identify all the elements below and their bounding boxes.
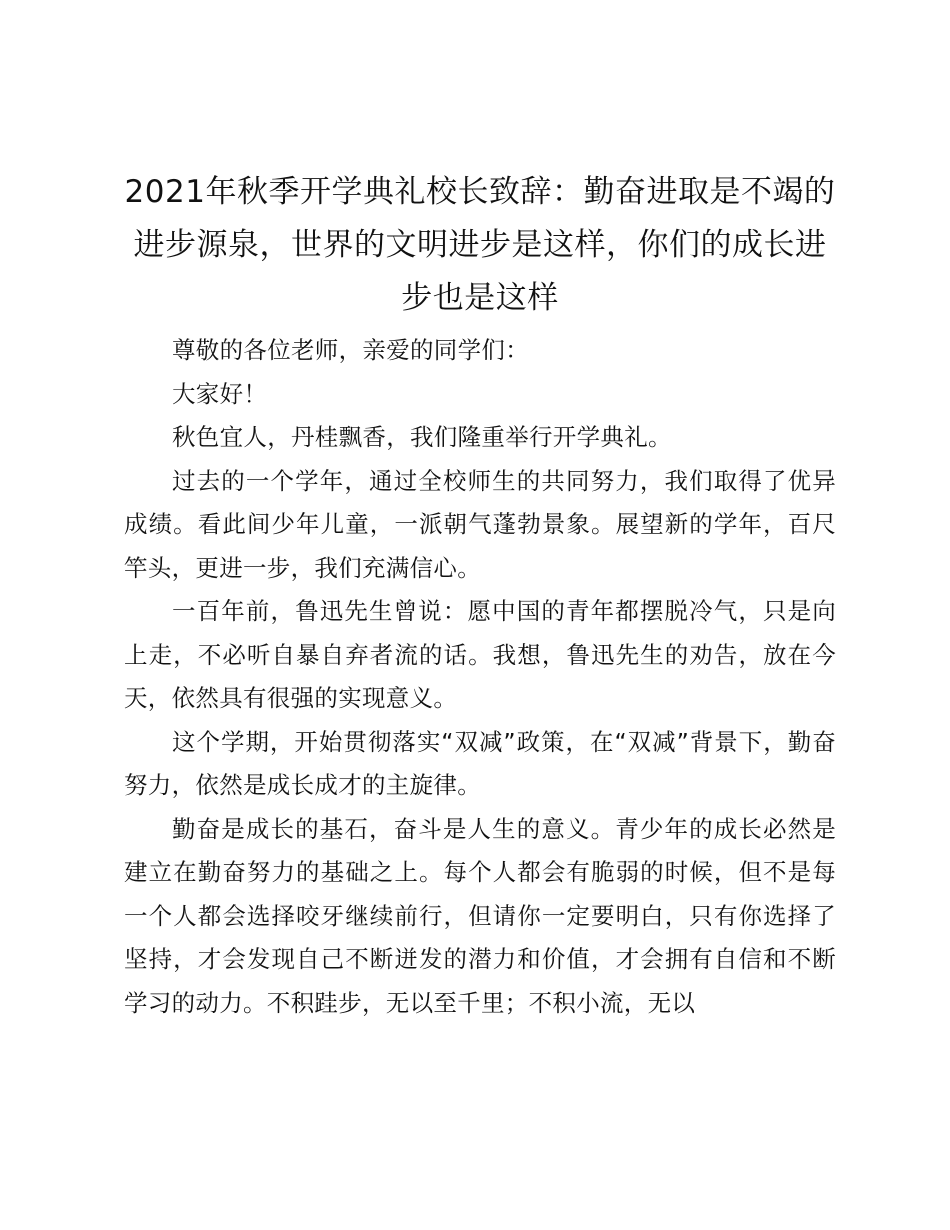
salutation-paragraph: 尊敬的各位老师，亲爱的同学们： xyxy=(172,336,529,364)
body-paragraph: 秋色宜人，丹桂飘香，我们隆重举行开学典礼。 xyxy=(172,423,672,451)
body-paragraph: 过去的一个学年，通过全校师生的共同努力，我们取得了优异成绩。看此间少年儿童，一派朝气蓬勃景象。展望新的学年，百尺竿头，更进一步，我们充满信心。 xyxy=(124,466,836,582)
body-paragraph: 一百年前，鲁迅先生曾说：愿中国的青年都摆脱冷气，只是向上走，不必听自暴自弃者流的话。我想，鲁迅先生的劝告，放在今天，依然具有很强的实现意义。 xyxy=(124,597,836,712)
document-body xyxy=(124,166,836,1025)
greeting-paragraph: 大家好！ xyxy=(172,379,268,408)
body-paragraph: 勤奋是成长的基石，奋斗是人生的意义。青少年的成长必然是建立在勤奋努力的基础之上。每个人都会有脆弱的时候，但不是每一个人都会选择咬牙继续前行，但请你一定要明白，只有你选择了坚持，才会发现自己不断迸发的潜力和价值，才会拥有自信和不断学习的动力。不积跬步，无以至千里；不积小流，无以 xyxy=(124,814,836,1017)
document-title: 2021年秋季开学典礼校长致辞：勤奋进取是不竭的进步源泉，世界的文明进步是这样，你们的成长进步也是这样 xyxy=(124,174,836,316)
body-paragraph: 这个学期，开始贯彻落实“双减”政策，在“双减”背景下，勤奋努力，依然是成长成才的主旋律。 xyxy=(124,727,836,799)
